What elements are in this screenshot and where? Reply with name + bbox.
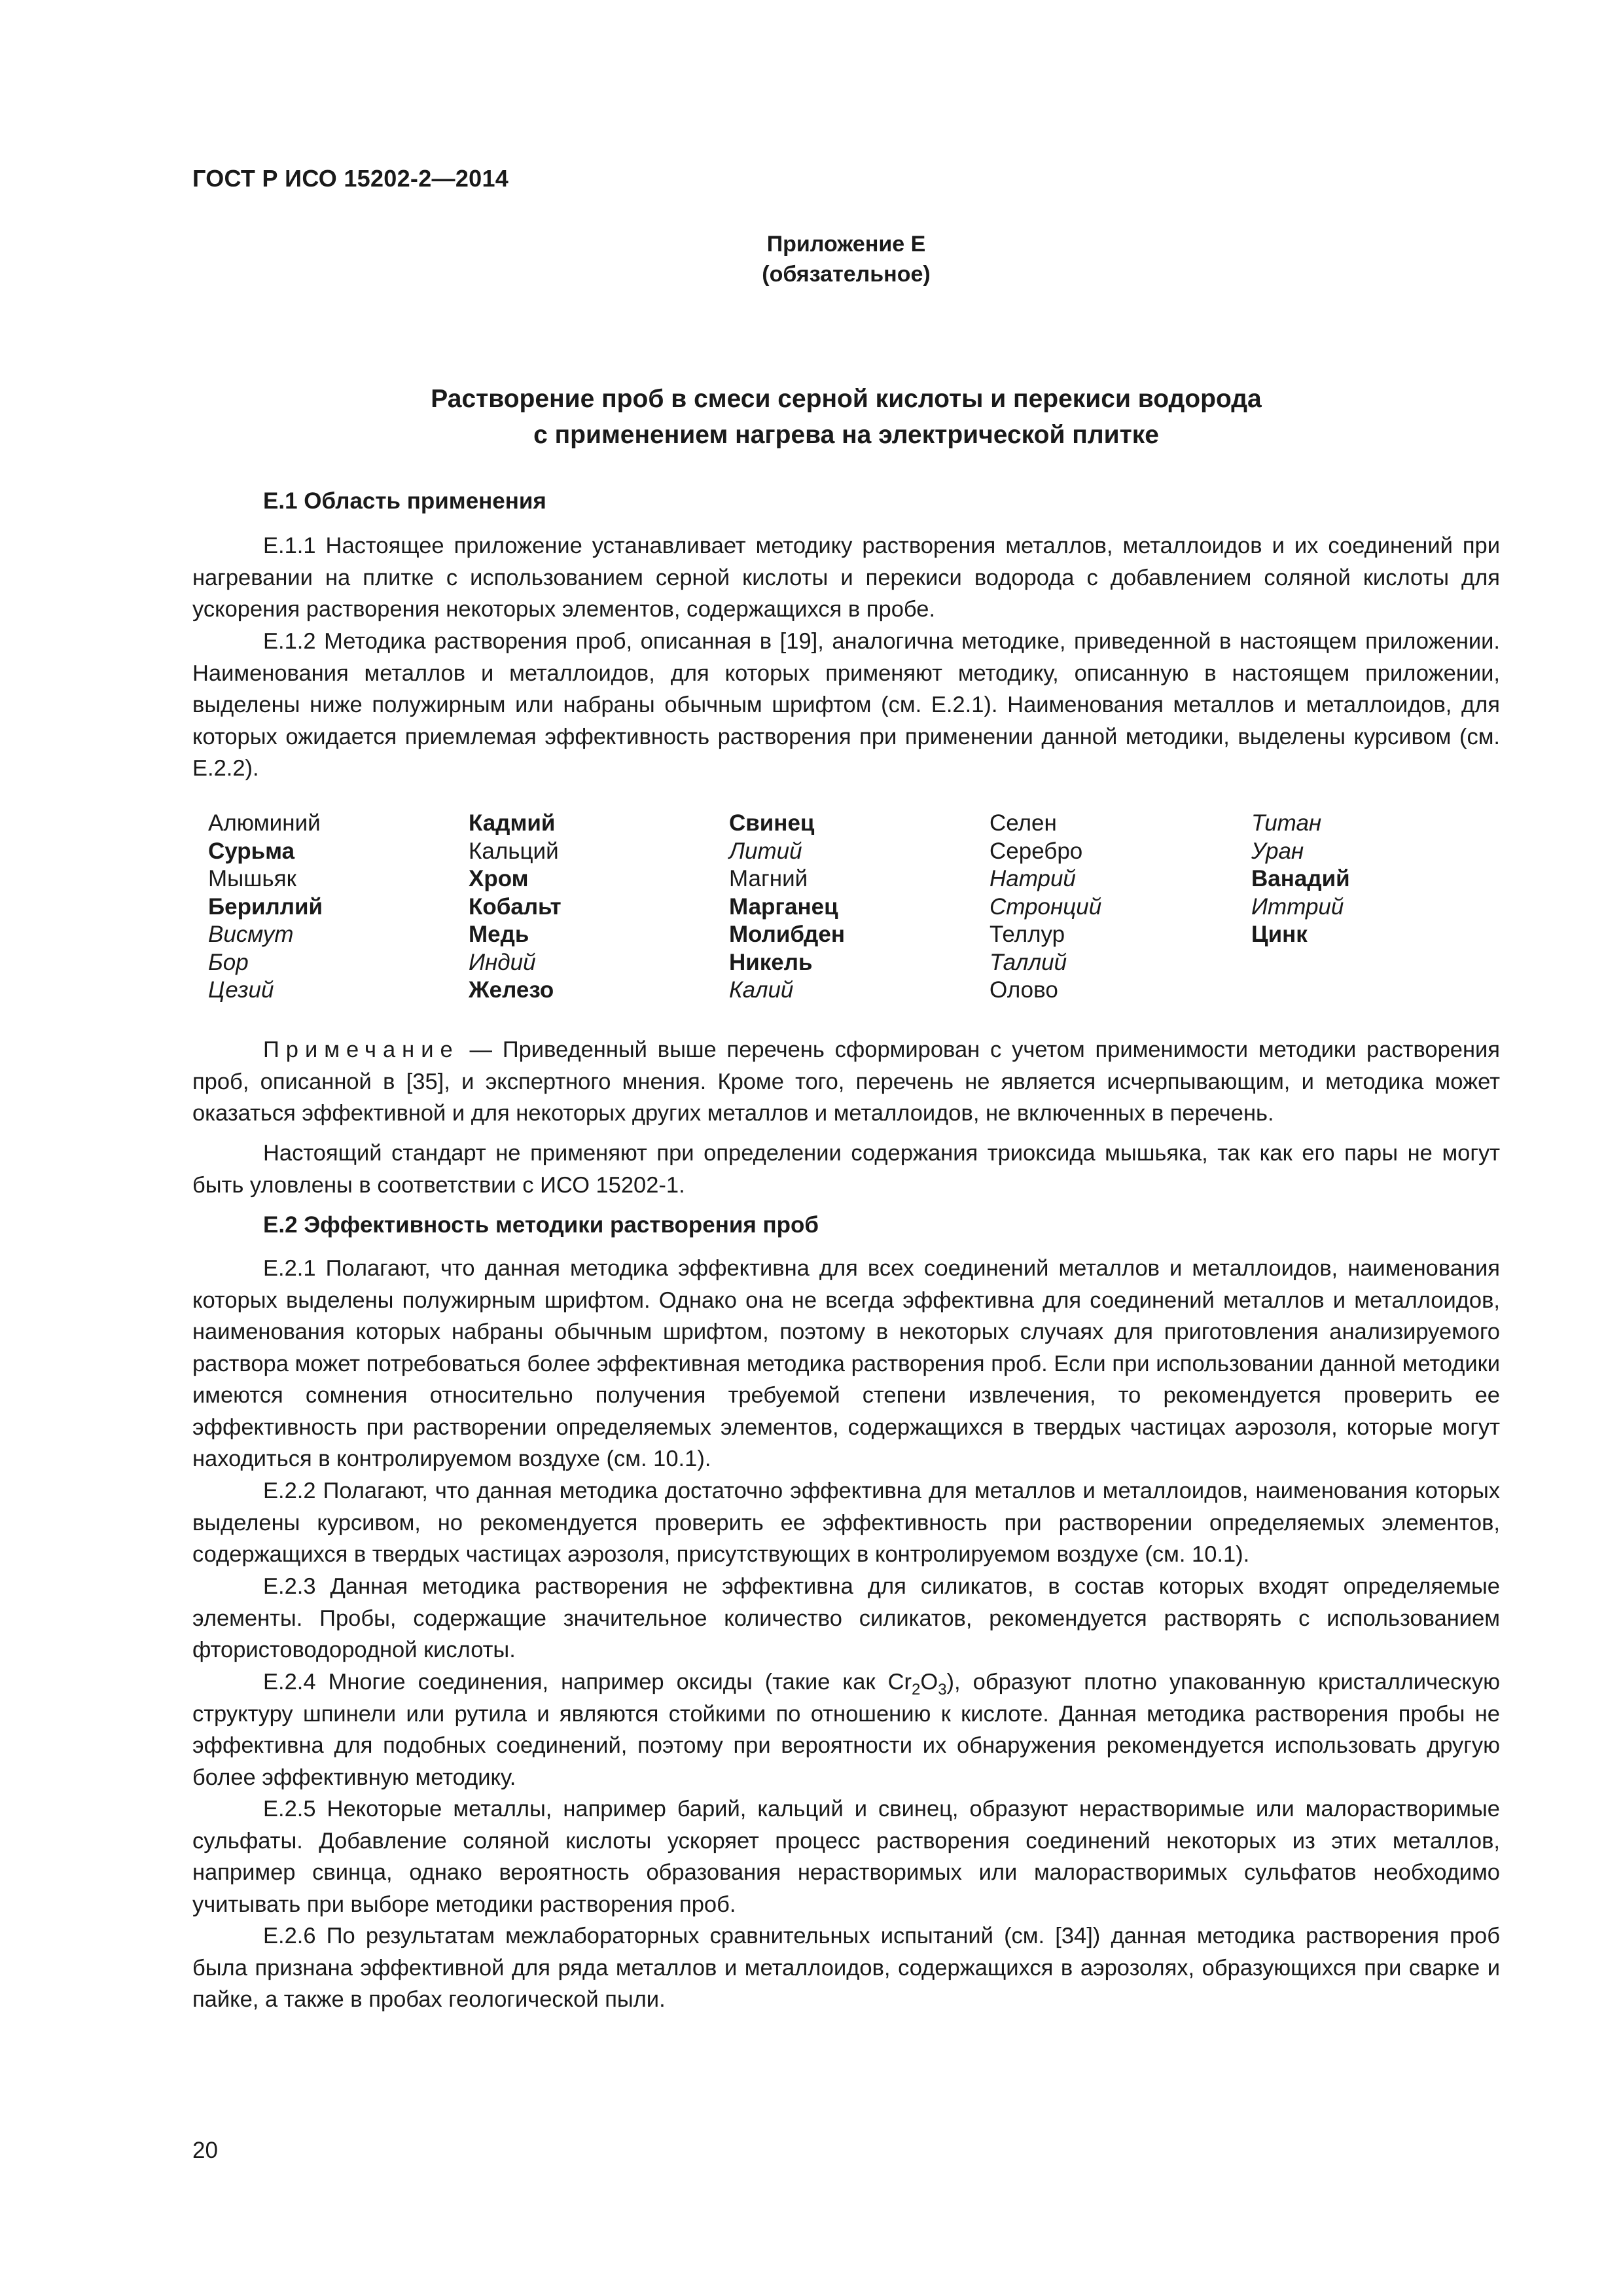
annex-title [192, 381, 1500, 453]
note-text: — Приведенный выше перечень сформирован с учетом применимости методики растворения проб, описанной в [35], и экспертного мнения. Кроме того, перечень не является исчерпывающим, и методика может оказаться эффективной и для некоторых других металлов и металлоидов, не включенных в перечень. [192, 1037, 1500, 1126]
element-column-1 [208, 810, 323, 1005]
element-column-5 [1251, 810, 1350, 949]
element-name: Кобальт [469, 893, 562, 920]
element-name: Сурьма [208, 838, 295, 864]
element-name: Теллур [990, 922, 1065, 947]
element-name: Ванадий [1251, 866, 1350, 891]
paragraph-e2-3: Е.2.3 Данная методика растворения не эффективна для силикатов, в состав которых входят определяемые элементы. Пробы, содержащие значительное количество силикатов, рекомендуется растворять с использованием фтористоводородной кислоты. [192, 1574, 1500, 1662]
paragraph-e2-6: Е.2.6 По результатам межлабораторных сравнительных испытаний (см. [34]) данная методика растворения проб была признана эффективной для ряда металлов и металлоидов, содержащихся в аэрозолях, образующихся при сварке и пайке, а также в пробах геологической пыли. [192, 1924, 1500, 2012]
page-number: 20 [192, 2138, 218, 2163]
note-label: Примечание [263, 1037, 459, 1062]
element-name: Серебро [990, 838, 1083, 864]
element-name: Литий [729, 838, 802, 864]
element-name: Таллий [990, 949, 1067, 975]
formula-subscript-2: 2 [911, 1680, 921, 1698]
element-name: Уран [1251, 838, 1304, 864]
element-name: Хром [469, 866, 529, 891]
note-paragraph [192, 1034, 1500, 1130]
element-name: Калий [729, 977, 794, 1003]
formula-oxygen: O [920, 1670, 938, 1695]
paragraph-e2-1: Е.2.1 Полагают, что данная методика эффективна для всех соединений металлов и металлоидов, наименования которых выделены полужирным шрифтом. Однако она не всегда эффективна для соединений металлов и металлоидов, наименования которых набраны обычным шрифтом, поэтому в некоторых случаях для приготовления анализируемого раствора может потребоваться более эффективная методика растворения проб. Если при использовании данной методики имеются сомнения относительно получения требуемой степени извлечения, то рекомендуется проверить ее эффективность при растворении определяемых элементов, содержащихся в твердых частицах аэрозоля, которые могут находиться в контролируемом воздухе (см. 10.1). [192, 1256, 1500, 1471]
element-column-2 [469, 810, 562, 1005]
section-heading-e2: Е.2 Эффективность методики растворения проб [263, 1212, 819, 1238]
element-name: Медь [469, 922, 529, 947]
e2-4-text-end: ), образуют плотно упакованную кристаллическую структуру шпинели или рутила и являются стойкими по отношению к кислоте. Данная методика растворения пробы не эффективна для подобных соединений, поэтому при вероятности их обнаружения рекомендуется использовать другую более эффективную методику. [192, 1670, 1501, 1790]
formula-subscript-3: 3 [938, 1680, 947, 1698]
element-name: Иттрий [1251, 893, 1344, 920]
e2-4-text-start: Е.2.4 Многие соединения, например оксиды (такие как Cr [263, 1670, 912, 1695]
annex-title-line1: Растворение проб в смеси серной кислоты и перекиси водорода [431, 385, 1262, 413]
element-name: Свинец [729, 810, 815, 836]
element-name: Титан [1251, 810, 1322, 836]
element-name: Мышьяк [208, 866, 296, 891]
element-name: Цинк [1251, 922, 1308, 947]
element-column-3 [729, 810, 845, 1005]
element-name: Стронций [990, 893, 1102, 920]
paragraph-e1-2: Е.1.2 Методика растворения проб, описанная в [19], аналогична методике, приведенной в настоящем приложении. Наименования металлов и металлоидов, для которых применяют методику, описанную в настоящем приложении, выделены ниже полужирным или набраны обычным шрифтом (см. Е.2.1). Наименования металлов и металлоидов, для которых ожидается приемлемая эффективность растворения при применении данной методики, выделены курсивом (см. Е.2.2). [192, 629, 1500, 781]
element-name: Алюминий [208, 810, 321, 836]
paragraph-standard: Настоящий стандарт не применяют при определении содержания триоксида мышьяка, так как его пары не могут быть уловлены в соответствии с ИСО 15202-1. [192, 1141, 1500, 1198]
element-name: Кадмий [469, 810, 556, 836]
element-name: Олово [990, 977, 1058, 1003]
paragraph-e2-2: Е.2.2 Полагают, что данная методика достаточно эффективна для металлов и металлоидов, наименования которых выделены курсивом, но рекомендуется проверить ее эффективность при растворении определяемых элементов, содержащихся в твердых частицах аэрозоля, присутствующих в контролируемом воздухе (см. 10.1). [192, 1479, 1500, 1567]
annex-title-line2: с применением нагрева на электрической плитке [533, 421, 1159, 449]
element-name: Магний [729, 866, 808, 891]
paragraph-e2-5: Е.2.5 Некоторые металлы, например барий, кальций и свинец, образуют нерастворимые или малорастворимые сульфаты. Добавление соляной кислоты ускоряет процесс растворения соединений некоторых из этих металлов, например свинца, однако вероятность образования нерастворимых или малорастворимых сульфатов необходимо учитывать при выборе методики растворения проб. [192, 1797, 1500, 1917]
element-name: Кальций [469, 838, 559, 864]
annex-status: (обязательное) [762, 262, 931, 287]
element-name: Висмут [208, 922, 294, 947]
element-column-4 [990, 810, 1101, 1005]
element-name: Селен [990, 810, 1057, 836]
document-header: ГОСТ Р ИСО 15202-2—2014 [192, 165, 509, 192]
element-name: Натрий [990, 866, 1076, 891]
element-name: Бор [208, 949, 249, 975]
element-name: Марганец [729, 893, 838, 920]
paragraph-e1-1: Е.1.1 Настоящее приложение устанавливает методику растворения металлов, металлоидов и их соединений при нагревании на плитке с использованием серной кислоты и перекиси водорода с добавлением соляной кислоты для ускорения растворения некоторых элементов, содержащихся в пробе. [192, 533, 1500, 622]
annex-label: Приложение Е [766, 232, 926, 257]
element-name: Железо [469, 977, 554, 1003]
element-name: Индий [469, 949, 536, 975]
section-heading-e1: Е.1 Область применения [263, 488, 546, 514]
element-name: Молибден [729, 922, 845, 947]
paragraph-e2-4 [192, 1666, 1500, 1793]
element-name: Бериллий [208, 893, 323, 920]
element-name: Никель [729, 949, 813, 975]
element-name: Цезий [208, 977, 274, 1003]
